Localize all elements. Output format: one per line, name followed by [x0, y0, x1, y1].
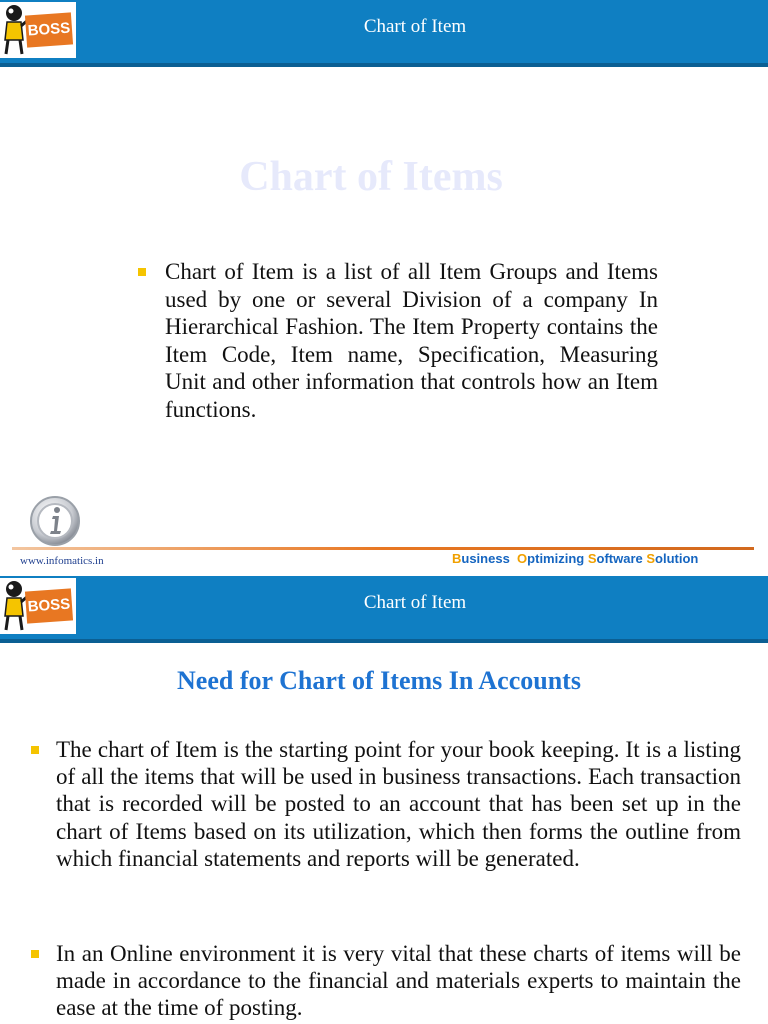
bullet-icon: [31, 950, 39, 958]
footer-divider: [12, 547, 754, 550]
slide-2: [0, 576, 768, 1024]
logo-text: BOSS: [25, 12, 73, 47]
boss-logo: [0, 2, 76, 58]
tagline-initial: O: [517, 551, 528, 566]
tagline-word: ptimizing: [527, 551, 585, 566]
footer-tagline: [452, 551, 698, 566]
paragraph-1: The chart of Item is the starting point for your book keeping. It is a listing of all the items that will be used in business transactions. Each transaction that is recorded will be posted to an account that has been set up in the chart of Items based on its utilization, which then forms the outline from which financial statements and reports will be generated.: [56, 737, 741, 871]
slide-title: Chart of Items: [239, 154, 503, 200]
boss-logo: [0, 578, 76, 634]
paragraph-2: In an Online environment it is very vital that these charts of items will be made in accordance to the financial and materials experts to maintain the ease at the time of posting.: [56, 941, 741, 1021]
tagline-word: olution: [655, 551, 699, 566]
definition-paragraph: Chart of Item is a list of all Item Groups and Items used by one or several Division of a company In Hierarchical Fashion. The Item Property contains the Item Code, Item name, Specification, Measuring Unit and other information that controls how an Item functions.: [165, 259, 658, 422]
header-title: Chart of Item: [363, 592, 467, 613]
tagline-initial: S: [587, 551, 597, 566]
info-icon: [29, 495, 81, 547]
website-link[interactable]: www.infomatics.in: [20, 555, 104, 567]
tagline-initial: B: [452, 551, 462, 566]
tagline-word: oftware: [596, 551, 643, 566]
logo-text: BOSS: [25, 588, 73, 623]
header-divider: [0, 63, 768, 67]
tagline-initial: S: [646, 551, 656, 566]
slide-title: Need for Chart of Items In Accounts: [177, 666, 581, 695]
header-title: Chart of Item: [363, 16, 467, 37]
header-divider: [0, 639, 768, 643]
bullet-icon: [138, 268, 146, 276]
tagline-word: usiness: [461, 551, 510, 566]
bullet-icon: [31, 746, 39, 754]
